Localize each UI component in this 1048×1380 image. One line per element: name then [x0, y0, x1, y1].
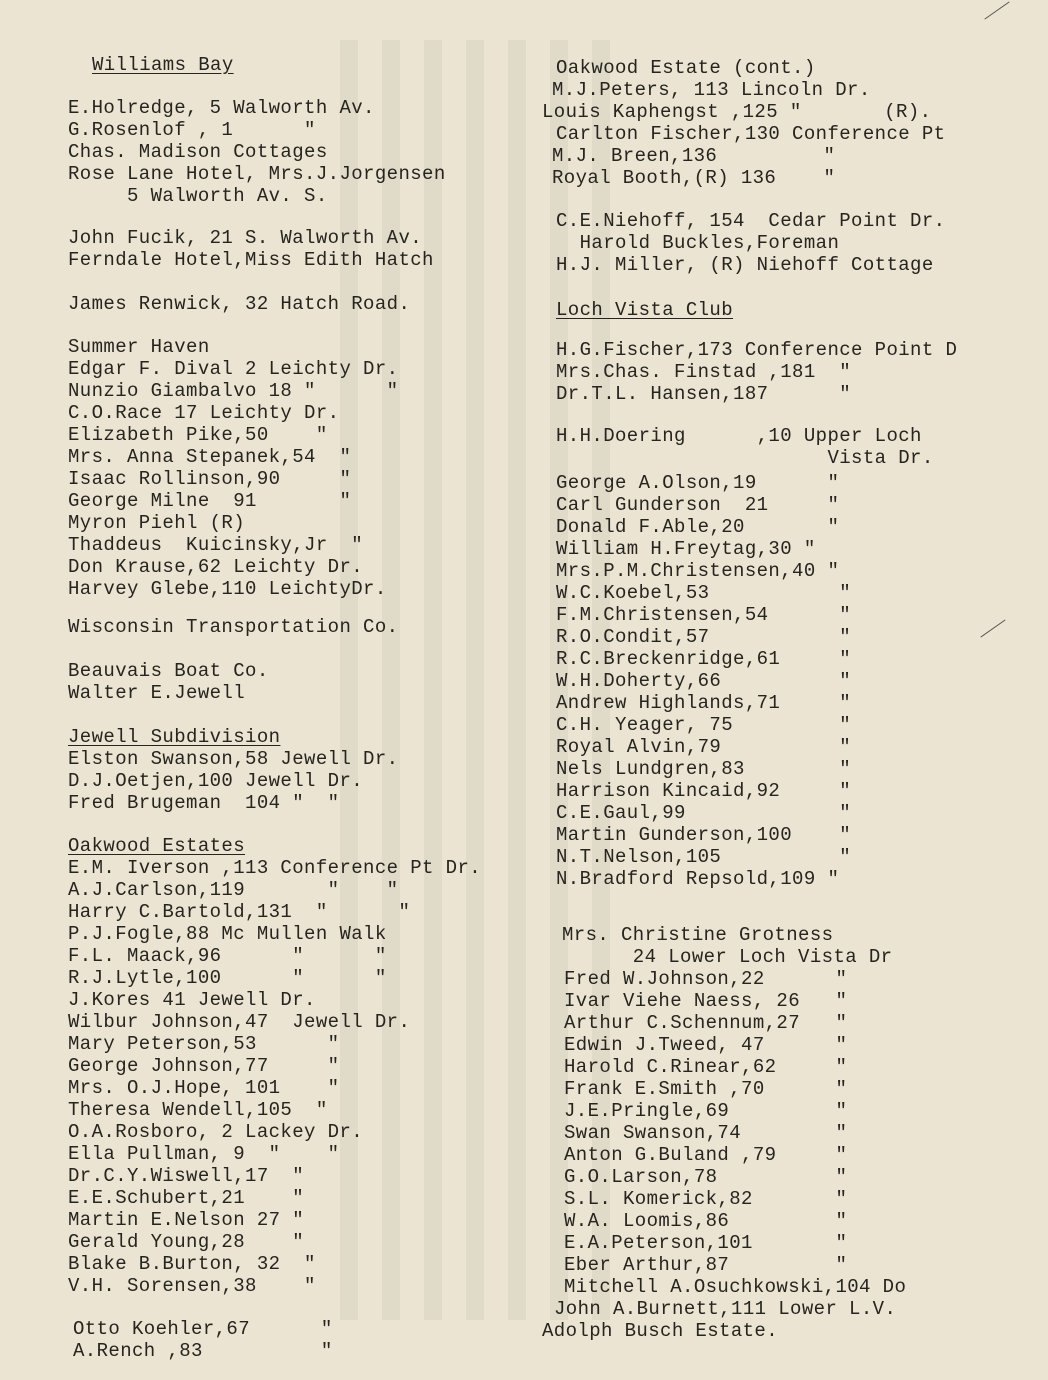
list-entry: N.T.Nelson,105 ": [556, 846, 852, 868]
list-entry: Otto Koehler,67 ": [73, 1318, 333, 1340]
list-entry: Thaddeus Kuicinsky,Jr ": [68, 534, 364, 556]
list-entry: A.J.Carlson,119 " ": [68, 879, 399, 901]
list-entry: Frank E.Smith ,70 ": [564, 1078, 848, 1100]
list-entry: Oakwood Estate (cont.): [556, 57, 816, 79]
list-entry: Summer Haven: [68, 336, 210, 358]
list-entry: Mary Peterson,53 ": [68, 1033, 340, 1055]
list-entry: Edwin J.Tweed, 47 ": [564, 1034, 848, 1056]
list-entry: James Renwick, 32 Hatch Road.: [68, 293, 411, 315]
list-entry: E.E.Schubert,21 ": [68, 1187, 305, 1209]
list-entry: F.M.Christensen,54 ": [556, 604, 852, 626]
list-entry: S.L. Komerick,82 ": [564, 1188, 848, 1210]
list-entry: Harold C.Rinear,62 ": [564, 1056, 848, 1078]
list-entry: C.O.Race 17 Leichty Dr.: [68, 402, 340, 424]
list-entry: H.H.Doering ,10 Upper Loch: [556, 425, 922, 447]
list-entry: Wisconsin Transportation Co.: [68, 616, 399, 638]
list-entry: Blake B.Burton, 32 ": [68, 1253, 316, 1275]
list-entry: Ella Pullman, 9 " ": [68, 1143, 340, 1165]
list-entry: W.H.Doherty,66 ": [556, 670, 852, 692]
list-entry: W.A. Loomis,86 ": [564, 1210, 848, 1232]
list-entry: E.Holredge, 5 Walworth Av.: [68, 97, 375, 119]
list-entry: Martin Gunderson,100 ": [556, 824, 852, 846]
list-entry: Mrs. O.J.Hope, 101 ": [68, 1077, 340, 1099]
list-entry: Adolph Busch Estate.: [542, 1320, 779, 1342]
list-entry: Vista Dr.: [556, 447, 934, 469]
list-entry: Mrs. Anna Stepanek,54 ": [68, 446, 352, 468]
list-entry: Theresa Wendell,105 ": [68, 1099, 328, 1121]
list-entry: M.J.Peters, 113 Lincoln Dr.: [552, 79, 871, 101]
list-entry: D.J.Oetjen,100 Jewell Dr.: [68, 770, 364, 792]
list-entry: Harold Buckles,Foreman: [556, 232, 840, 254]
list-entry: N.Bradford Repsold,109 ": [556, 868, 840, 890]
list-entry: Fred W.Johnson,22 ": [564, 968, 848, 990]
list-entry: Harry C.Bartold,131 " ": [68, 901, 411, 923]
list-entry: Swan Swanson,74 ": [564, 1122, 848, 1144]
list-entry: Donald F.Able,20 ": [556, 516, 840, 538]
list-entry: Carlton Fischer,130 Conference Pt: [556, 123, 946, 145]
list-entry: Carl Gunderson 21 ": [556, 494, 840, 516]
list-entry: George Milne 91 ": [68, 490, 352, 512]
list-entry: O.A.Rosboro, 2 Lackey Dr.: [68, 1121, 364, 1143]
list-entry: Royal Booth,(R) 136 ": [552, 167, 836, 189]
list-entry: A.Rench ,83 ": [73, 1340, 333, 1362]
list-entry: Ivar Viehe Naess, 26 ": [564, 990, 848, 1012]
list-entry: C.E.Gaul,99 ": [556, 802, 852, 824]
section-heading: Jewell Subdivision: [68, 726, 281, 748]
list-entry: Dr.T.L. Hansen,187 ": [556, 383, 852, 405]
list-entry: Harrison Kincaid,92 ": [556, 780, 852, 802]
list-entry: John A.Burnett,111 Lower L.V.: [554, 1298, 897, 1320]
list-entry: Mrs. Christine Grotness: [562, 924, 834, 946]
list-entry: Mitchell A.Osuchkowski,104 Do: [564, 1276, 907, 1298]
list-entry: George A.Olson,19 ": [556, 472, 840, 494]
list-entry: H.J. Miller, (R) Niehoff Cottage: [556, 254, 934, 276]
section-heading: Loch Vista Club: [556, 299, 734, 321]
list-entry: W.C.Koebel,53 ": [556, 582, 852, 604]
list-entry: R.C.Breckenridge,61 ": [556, 648, 852, 670]
list-entry: Rose Lane Hotel, Mrs.J.Jorgensen: [68, 163, 446, 185]
list-entry: Harvey Glebe,110 LeichtyDr.: [68, 578, 387, 600]
list-entry: Arthur C.Schennum,27 ": [564, 1012, 848, 1034]
list-entry: Andrew Highlands,71 ": [556, 692, 852, 714]
list-entry: J.E.Pringle,69 ": [564, 1100, 848, 1122]
list-entry: R.J.Lytle,100 " ": [68, 967, 387, 989]
list-entry: 24 Lower Loch Vista Dr: [562, 946, 893, 968]
list-entry: R.O.Condit,57 ": [556, 626, 852, 648]
list-entry: Eber Arthur,87 ": [564, 1254, 848, 1276]
list-entry: E.M. Iverson ,113 Conference Pt Dr.: [68, 857, 482, 879]
list-entry: Louis Kaphengst ,125 " (R).: [542, 101, 932, 123]
list-entry: John Fucik, 21 S. Walworth Av.: [68, 227, 423, 249]
list-entry: Nunzio Giambalvo 18 " ": [68, 380, 399, 402]
list-entry: J.Kores 41 Jewell Dr.: [68, 989, 316, 1011]
list-entry: 5 Walworth Av. S.: [68, 185, 328, 207]
list-entry: Walter E.Jewell: [68, 682, 246, 704]
list-entry: Isaac Rollinson,90 ": [68, 468, 352, 490]
list-entry: Beauvais Boat Co.: [68, 660, 269, 682]
list-entry: Edgar F. Dival 2 Leichty Dr.: [68, 358, 399, 380]
list-entry: P.J.Fogle,88 Mc Mullen Walk: [68, 923, 387, 945]
list-entry: Gerald Young,28 ": [68, 1231, 305, 1253]
section-heading: Williams Bay: [92, 54, 234, 76]
list-entry: Mrs.Chas. Finstad ,181 ": [556, 361, 852, 383]
list-entry: Wilbur Johnson,47 Jewell Dr.: [68, 1011, 411, 1033]
pencil-mark: [980, 619, 1005, 637]
list-entry: G.O.Larson,78 ": [564, 1166, 848, 1188]
list-entry: William H.Freytag,30 ": [556, 538, 816, 560]
list-entry: Martin E.Nelson 27 ": [68, 1209, 305, 1231]
list-entry: Mrs.P.M.Christensen,40 ": [556, 560, 840, 582]
list-entry: V.H. Sorensen,38 ": [68, 1275, 316, 1297]
section-heading: Oakwood Estates: [68, 835, 246, 857]
list-entry: Chas. Madison Cottages: [68, 141, 328, 163]
list-entry: Nels Lundgren,83 ": [556, 758, 852, 780]
list-entry: E.A.Peterson,101 ": [564, 1232, 848, 1254]
list-entry: C.E.Niehoff, 154 Cedar Point Dr.: [556, 210, 946, 232]
list-entry: Elston Swanson,58 Jewell Dr.: [68, 748, 399, 770]
pencil-mark: [984, 1, 1009, 19]
list-entry: Anton G.Buland ,79 ": [564, 1144, 848, 1166]
list-entry: George Johnson,77 ": [68, 1055, 340, 1077]
list-entry: Myron Piehl (R): [68, 512, 246, 534]
list-entry: G.Rosenlof , 1 ": [68, 119, 316, 141]
list-entry: Elizabeth Pike,50 ": [68, 424, 328, 446]
list-entry: Dr.C.Y.Wiswell,17 ": [68, 1165, 305, 1187]
list-entry: Don Krause,62 Leichty Dr.: [68, 556, 364, 578]
list-entry: Royal Alvin,79 ": [556, 736, 852, 758]
list-entry: Ferndale Hotel,Miss Edith Hatch: [68, 249, 434, 271]
list-entry: F.L. Maack,96 " ": [68, 945, 387, 967]
list-entry: H.G.Fischer,173 Conference Point D: [556, 339, 958, 361]
list-entry: Fred Brugeman 104 " ": [68, 792, 340, 814]
list-entry: C.H. Yeager, 75 ": [556, 714, 852, 736]
list-entry: M.J. Breen,136 ": [552, 145, 836, 167]
